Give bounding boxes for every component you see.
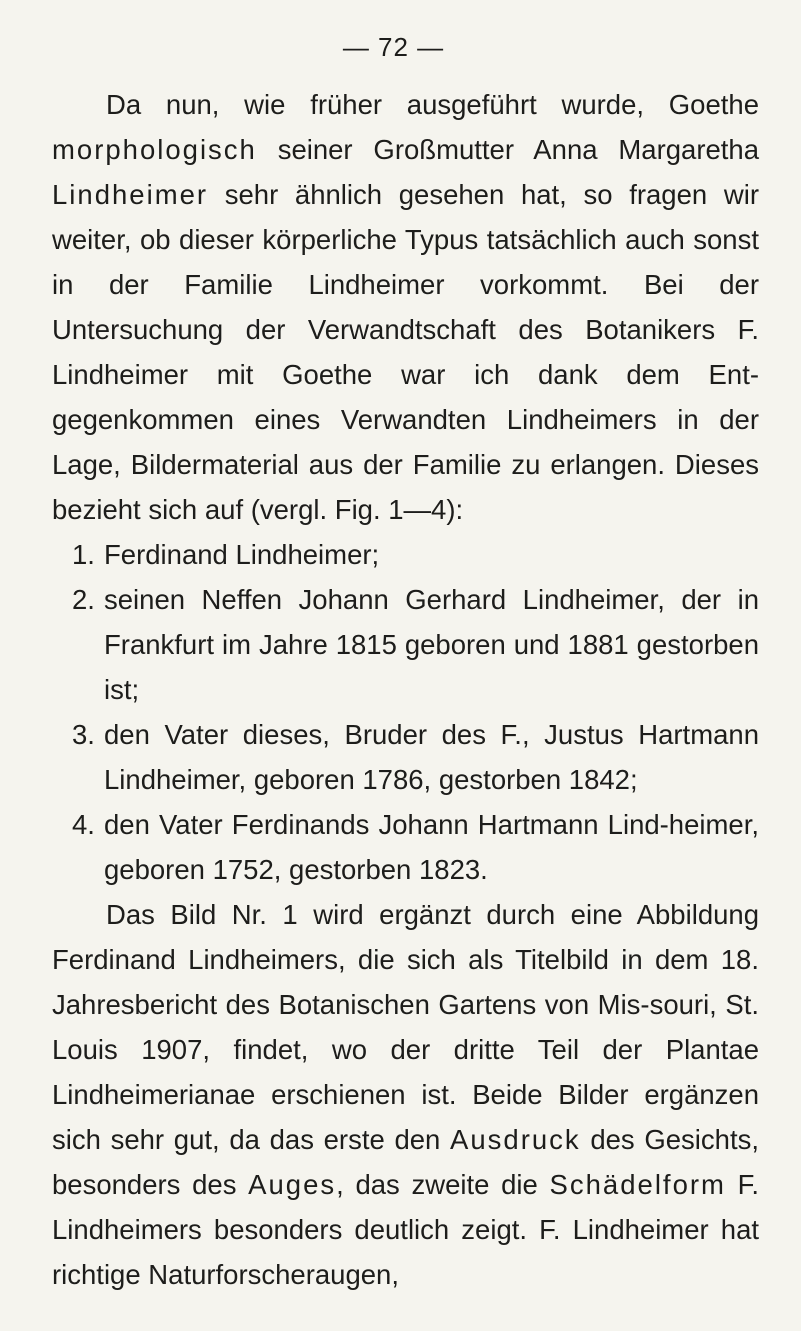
emphasis-ausdruck: Ausdruck [450,1124,581,1155]
body-text [52,82,759,1297]
list-item-number: 4. [72,809,95,840]
list-item-text: seinen Neffen Johann Gerhard Lindheimer, der in Frankfurt im Jahre 1815 geboren und 1881 gestorben ist; [104,584,759,705]
images-segment-3: des Gesichts, besonders des [52,1124,759,1200]
list-item-text: den Vater dieses, Bruder des F., Justus Hartmann Lindheimer, geboren 1786, gestorben 1842; [104,719,759,795]
images-segment-5: , das zweite die [336,1169,550,1200]
images-segment-7: F. Lindheimers besonders deutlich zeigt. F. Lindheimer hat richtige Naturforscheraugen, [52,1169,760,1290]
paragraph-intro [52,82,759,532]
emphasis-schaedelform: Schädelform [549,1169,726,1200]
list-item-text: Ferdinand Lindheimer; [104,539,380,570]
list-item [52,532,759,577]
page-number: — 72 — [342,32,445,62]
paragraph-images [52,892,759,1297]
images-segment-1: Das Bild Nr. 1 wird ergänzt durch eine Abbildung Ferdinand Lindheimers, die sich als Titelbild in dem 18. Jahresbericht des Botanischen Gartens von Mis-souri, St. Louis 1907, findet, wo der dritte Teil der Plantae Lindheimerianae erschienen ist. Beide Bilder ergänzen sich sehr gut, da das erste den [52,899,759,1155]
list-item [52,577,759,712]
emphasis-lindheimer: Lindheimer [52,179,209,210]
list-item [52,712,759,802]
intro-segment-1: Da nun, wie früher ausgeführt wurde, Goethe [106,89,759,120]
list-item-number: 1. [72,539,95,570]
list-item-number: 3. [72,719,95,750]
list-item [52,802,759,892]
list-item-number: 2. [72,584,95,615]
emphasis-auges: Auges [248,1169,337,1200]
list-item-text: den Vater Ferdinands Johann Hartmann Lind-heimer, geboren 1752, gestorben 1823. [104,809,759,885]
intro-segment-3: seiner Großmutter Anna Margaretha [256,134,759,165]
emphasis-morphologisch: morphologisch [52,134,257,165]
portrait-list [52,532,759,892]
intro-segment-5: sehr ähnlich gesehen hat, so fragen wir weiter, ob dieser körperliche Typus tatsächlich auch sonst in der Familie Lindheimer vorkommt. Bei der Untersuchung der Verwandtschaft des Botanikers F. Lindheimer mit Goethe war ich dank dem Ent-gegenkommen eines Verwandten Lindheimers in der Lage, Bildermaterial aus der Familie zu erlangen. Dieses bezieht sich auf (vergl. Fig. 1—4): [52,179,759,525]
